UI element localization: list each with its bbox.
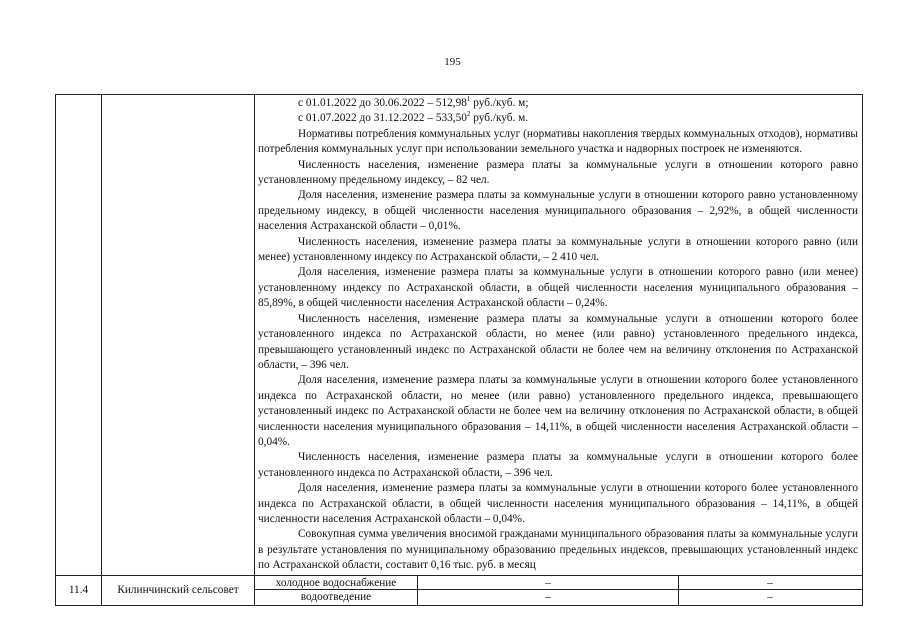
service-value: – xyxy=(767,577,773,589)
municipality-name: Килинчинский сельсовет xyxy=(117,584,239,596)
service-value: – xyxy=(545,591,551,603)
paragraph: Численность населения, изменение размера платы за коммунальные услуги в отношении которого равно установленному предельному индексу, – 82 чел. xyxy=(258,158,858,187)
paragraph: Совокупная сумма увеличения вносимой гражданами муниципального образования платы за коммунальные услуги в результате установления по муниципальному образованию предельных индексов, превышающих установленный индекс по Астраханской области, составит 0,16 тыс. руб. в месяц xyxy=(258,528,858,572)
service-label: холодное водоснабжение xyxy=(275,577,397,589)
paragraph: Доля населения, изменение размера платы за коммунальные услуги в отношении которого равно (или менее) установленному индексу по Астраханской области, в общей численности населения муниципального образования – 85,89%, в общей численности населения Астраханской области – 0,24%. xyxy=(258,266,858,310)
column-divider xyxy=(254,94,255,605)
column-divider xyxy=(101,94,102,605)
paragraph: Численность населения, изменение размера платы за коммунальные услуги в отношении которого более установленного индекса по Астраханской области, – 396 чел. xyxy=(258,451,858,479)
tariff-line-2: с 01.07.2022 до 31.12.2022 – 533,50$^2$ руб./куб. м. xyxy=(298,110,529,125)
row-number: 11.4 xyxy=(68,584,89,596)
page-number: 195 xyxy=(444,56,461,68)
paragraph: Численность населения, изменение размера платы за коммунальные услуги в отношении которого более установленного индекса по Астраханской области, но менее (или равно) установленного предельного индекса, превышающего установленный индекс по Астраханской области не более чем на величину отклонения по Астраханской области, – 396 чел. xyxy=(258,312,858,371)
paragraph: Нормативы потребления коммунальных услуг (нормативы накопления твердых коммунальных отходов), нормативы потребления коммунальных услуг при использовании земельного участка и надворных построек не изменяются. xyxy=(258,127,858,156)
paragraph: Численность населения, изменение размера платы за коммунальные услуги в отношении которого равно (или менее) установленному индексу по Астраханской области, – 2 410 чел. xyxy=(258,235,858,264)
paragraph: Доля населения, изменение размера платы за коммунальные услуги в отношении которого равно установленному предельному индексу, в общей численности населения муниципального образования – 2,92%, в общей численности населения Астраханской области – 0,01%. xyxy=(258,189,858,233)
service-value: – xyxy=(767,591,773,603)
service-label: водоотведение xyxy=(300,591,372,603)
tariff-line-1: с 01.01.2022 до 30.06.2022 – 512,98$^1$ руб./куб. м; xyxy=(298,95,529,109)
service-value: – xyxy=(545,577,551,589)
paragraph: Доля населения, изменение размера платы за коммунальные услуги в отношении которого более установленного индекса по Астраханской области, но менее (или равно) установленного предельного индекса, превышающего установленный индекс по Астраханской области не более чем на величину отклонения по Астраханской области, в общей численности населения муниципального образования – 14,11%, в общей численности населения Астраханской области – 0,04%. xyxy=(258,374,858,448)
paragraph: Доля населения, изменение размера платы за коммунальные услуги в отношении которого более установленного индекса по Астраханской области, в общей численности населения муниципального образования – 14,11%, в общей численности населения Астраханской области – 0,04%. xyxy=(258,482,858,525)
description-text xyxy=(258,96,858,574)
